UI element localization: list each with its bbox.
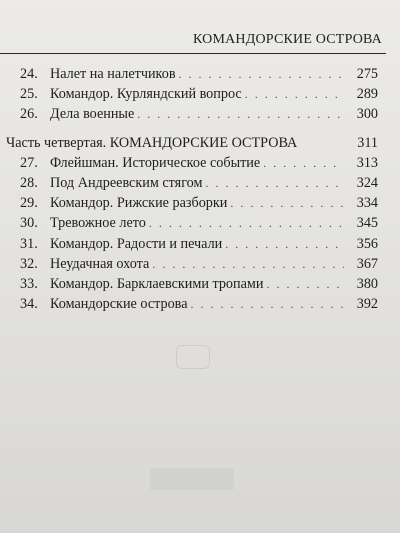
toc-entry-page: 313 — [356, 154, 378, 171]
dot-leader — [134, 104, 344, 124]
toc-entry-number: 28. — [20, 174, 38, 191]
toc-entry-page: 380 — [356, 275, 378, 292]
dot-leader — [146, 213, 344, 233]
toc-entry — [6, 274, 378, 294]
toc-entry-title: Тревожное лето — [50, 215, 146, 232]
toc-entry — [6, 254, 378, 274]
toc-entry — [6, 234, 378, 254]
toc-entry-title: Командорские острова — [50, 296, 188, 313]
running-header: КОМАНДОРСКИЕ ОСТРОВА — [192, 32, 382, 47]
toc-entry-title: Флейшман. Историческое событие — [50, 154, 261, 171]
toc-entry-title: Дела военные — [50, 106, 135, 123]
toc-entry-number: 27. — [20, 154, 38, 171]
toc-entry-number: 29. — [20, 195, 38, 212]
toc-entry — [6, 173, 378, 193]
toc-entry-title: Неудачная охота — [50, 255, 150, 272]
toc-entry-page: 356 — [356, 235, 378, 252]
toc-entry-title: Командор. Рижские разборки — [50, 195, 228, 212]
toc-entry-number: 26. — [20, 106, 38, 123]
toc-entry-title: Командор. Барклаевскими тропами — [50, 275, 264, 292]
dot-leader — [149, 254, 344, 274]
toc-entry-number: 34. — [20, 296, 38, 313]
toc-entry — [6, 84, 378, 104]
show-through-age-badge — [176, 345, 210, 369]
dot-leader — [202, 173, 344, 193]
toc-entry — [6, 213, 378, 233]
toc-entry-page: 311 — [357, 134, 378, 151]
toc-entry-page: 275 — [356, 66, 378, 82]
dot-leader — [176, 64, 344, 84]
toc-entry-title: Командор. Курляндский вопрос — [50, 86, 242, 103]
show-through-logo — [150, 468, 234, 490]
toc-entry — [6, 294, 378, 314]
toc-entry-title: Под Андреевским стягом — [50, 174, 203, 191]
dot-leader — [227, 193, 344, 213]
header-rule — [0, 53, 386, 54]
dot-leader — [188, 294, 345, 314]
toc-entry-page: 289 — [356, 86, 378, 103]
toc-entry-number: 31. — [20, 235, 38, 252]
toc-part-title: Часть четвертая. КОМАНДОРСКИЕ ОСТРОВА — [6, 134, 298, 151]
toc-entry — [6, 64, 378, 84]
toc-entry-number: 33. — [20, 275, 38, 292]
toc-part-heading — [6, 133, 378, 153]
dot-leader — [260, 153, 344, 173]
toc-entry-number: 30. — [20, 215, 38, 232]
toc-entry-page: 334 — [356, 195, 378, 212]
toc-entry-title: Командор. Радости и печали — [50, 235, 223, 252]
toc-entry-number: 32. — [20, 255, 38, 272]
toc-entry-page: 392 — [356, 296, 378, 313]
dot-leader — [222, 234, 344, 254]
dot-leader — [242, 84, 344, 104]
toc-entry-number: 24. — [20, 66, 38, 82]
dot-leader — [264, 274, 345, 294]
toc-entry — [6, 104, 378, 124]
toc-entry-page: 324 — [356, 174, 378, 191]
table-of-contents — [6, 64, 378, 314]
toc-entry-title: Налет на налетчиков — [50, 66, 176, 82]
toc-entry-page: 300 — [356, 106, 378, 123]
toc-entry — [6, 153, 378, 173]
toc-entry-page: 345 — [356, 215, 378, 232]
toc-entry-page: 367 — [356, 255, 378, 272]
toc-entry-number: 25. — [20, 86, 38, 103]
toc-entry — [6, 193, 378, 213]
